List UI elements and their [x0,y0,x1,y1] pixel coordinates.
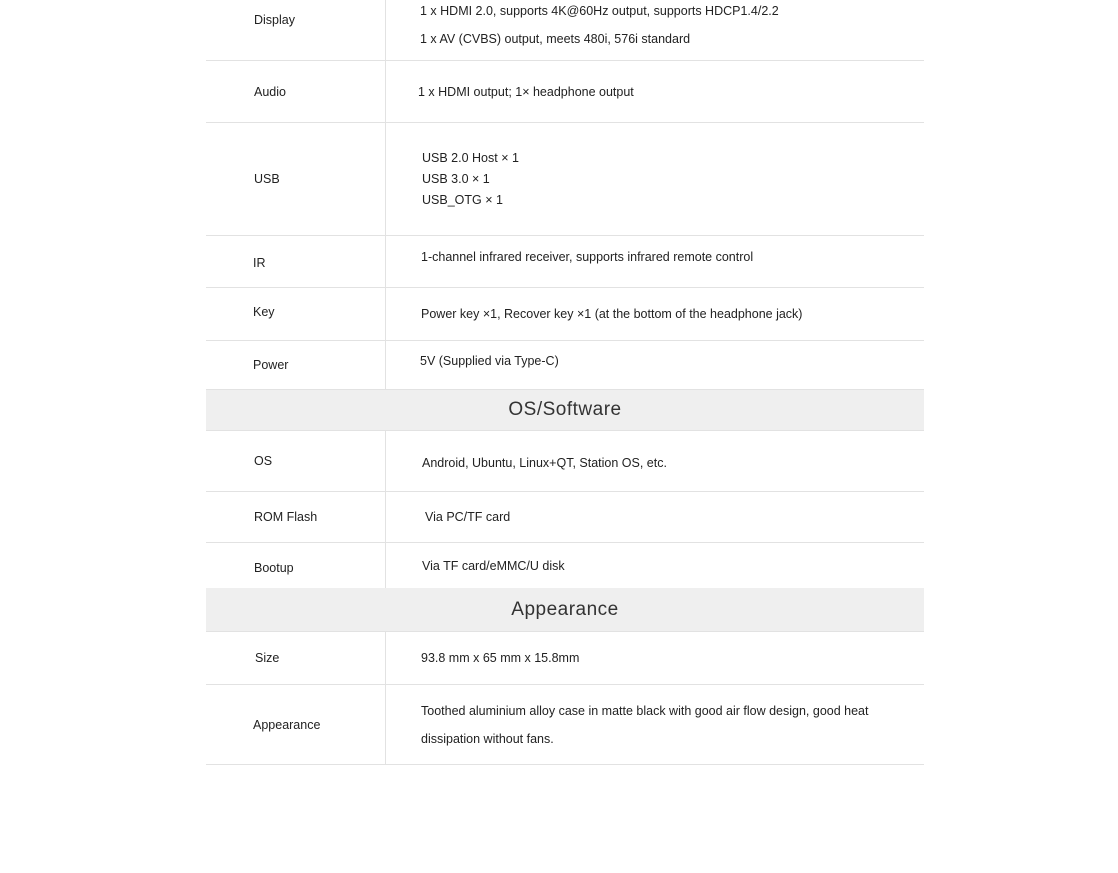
spec-value [386,543,924,588]
spec-value-line: USB 3.0 × 1 [422,172,490,186]
spec-label: Key [206,288,386,340]
spec-value-line: USB 2.0 Host × 1 [422,151,519,165]
spec-value [386,288,924,340]
spec-row-power [206,341,924,389]
spec-value [386,61,924,122]
spec-row-size [206,632,924,685]
spec-value-line: USB_OTG × 1 [422,193,503,207]
spec-value-line: 5V (Supplied via Type-C) [420,354,559,368]
spec-value [386,431,924,491]
spec-value [386,632,924,684]
spec-row-key [206,288,924,341]
spec-value-line: Android, Ubuntu, Linux+QT, Station OS, etc. [422,456,667,470]
section-header-appearance: Appearance [206,588,924,632]
spec-label: Size [206,632,386,684]
spec-label: USB [206,123,386,235]
spec-value-line: dissipation without fans. [421,731,554,746]
spec-value-line: 1 x AV (CVBS) output, meets 480i, 576i standard [420,32,691,46]
spec-row-os [206,431,924,492]
spec-row-appearance [206,685,924,765]
spec-value-line: Power key ×1, Recover key ×1 (at the bottom of the headphone jack) [421,307,803,321]
spec-label: Appearance [206,685,386,764]
spec-label: Power [206,341,386,389]
spec-label: Bootup [206,543,386,588]
spec-label: ROM Flash [206,492,386,542]
spec-value-line: 1 x HDMI output; 1× headphone output [418,84,634,99]
spec-row-usb [206,123,924,236]
spec-value [386,341,924,389]
spec-value [386,123,924,235]
spec-value-line: 1 x HDMI 2.0, supports 4K@60Hz output, supports HDCP1.4/2.2 [420,4,779,18]
spec-value-line: Via PC/TF card [425,510,511,524]
spec-label: Audio [206,61,386,122]
spec-value [386,685,924,764]
spec-row-ir [206,236,924,288]
spec-value-line: 1-channel infrared receiver, supports infrared remote control [421,250,754,264]
spec-row-display [206,0,924,61]
section-header-os-software: OS/Software [206,389,924,431]
spec-value [386,0,924,60]
spec-label: IR [206,236,386,287]
spec-value-line: Via TF card/eMMC/U disk [422,558,565,573]
spec-value-line: 93.8 mm x 65 mm x 15.8mm [421,651,580,665]
spec-row-audio [206,61,924,123]
spec-value-line: Toothed aluminium alloy case in matte black with good air flow design, good heat [421,703,869,718]
spec-label: OS [206,431,386,491]
spec-value [386,492,924,542]
spec-row-rom-flash [206,492,924,543]
spec-table [206,0,924,765]
spec-row-bootup [206,543,924,588]
spec-label: Display [206,0,386,60]
spec-value [386,236,924,287]
